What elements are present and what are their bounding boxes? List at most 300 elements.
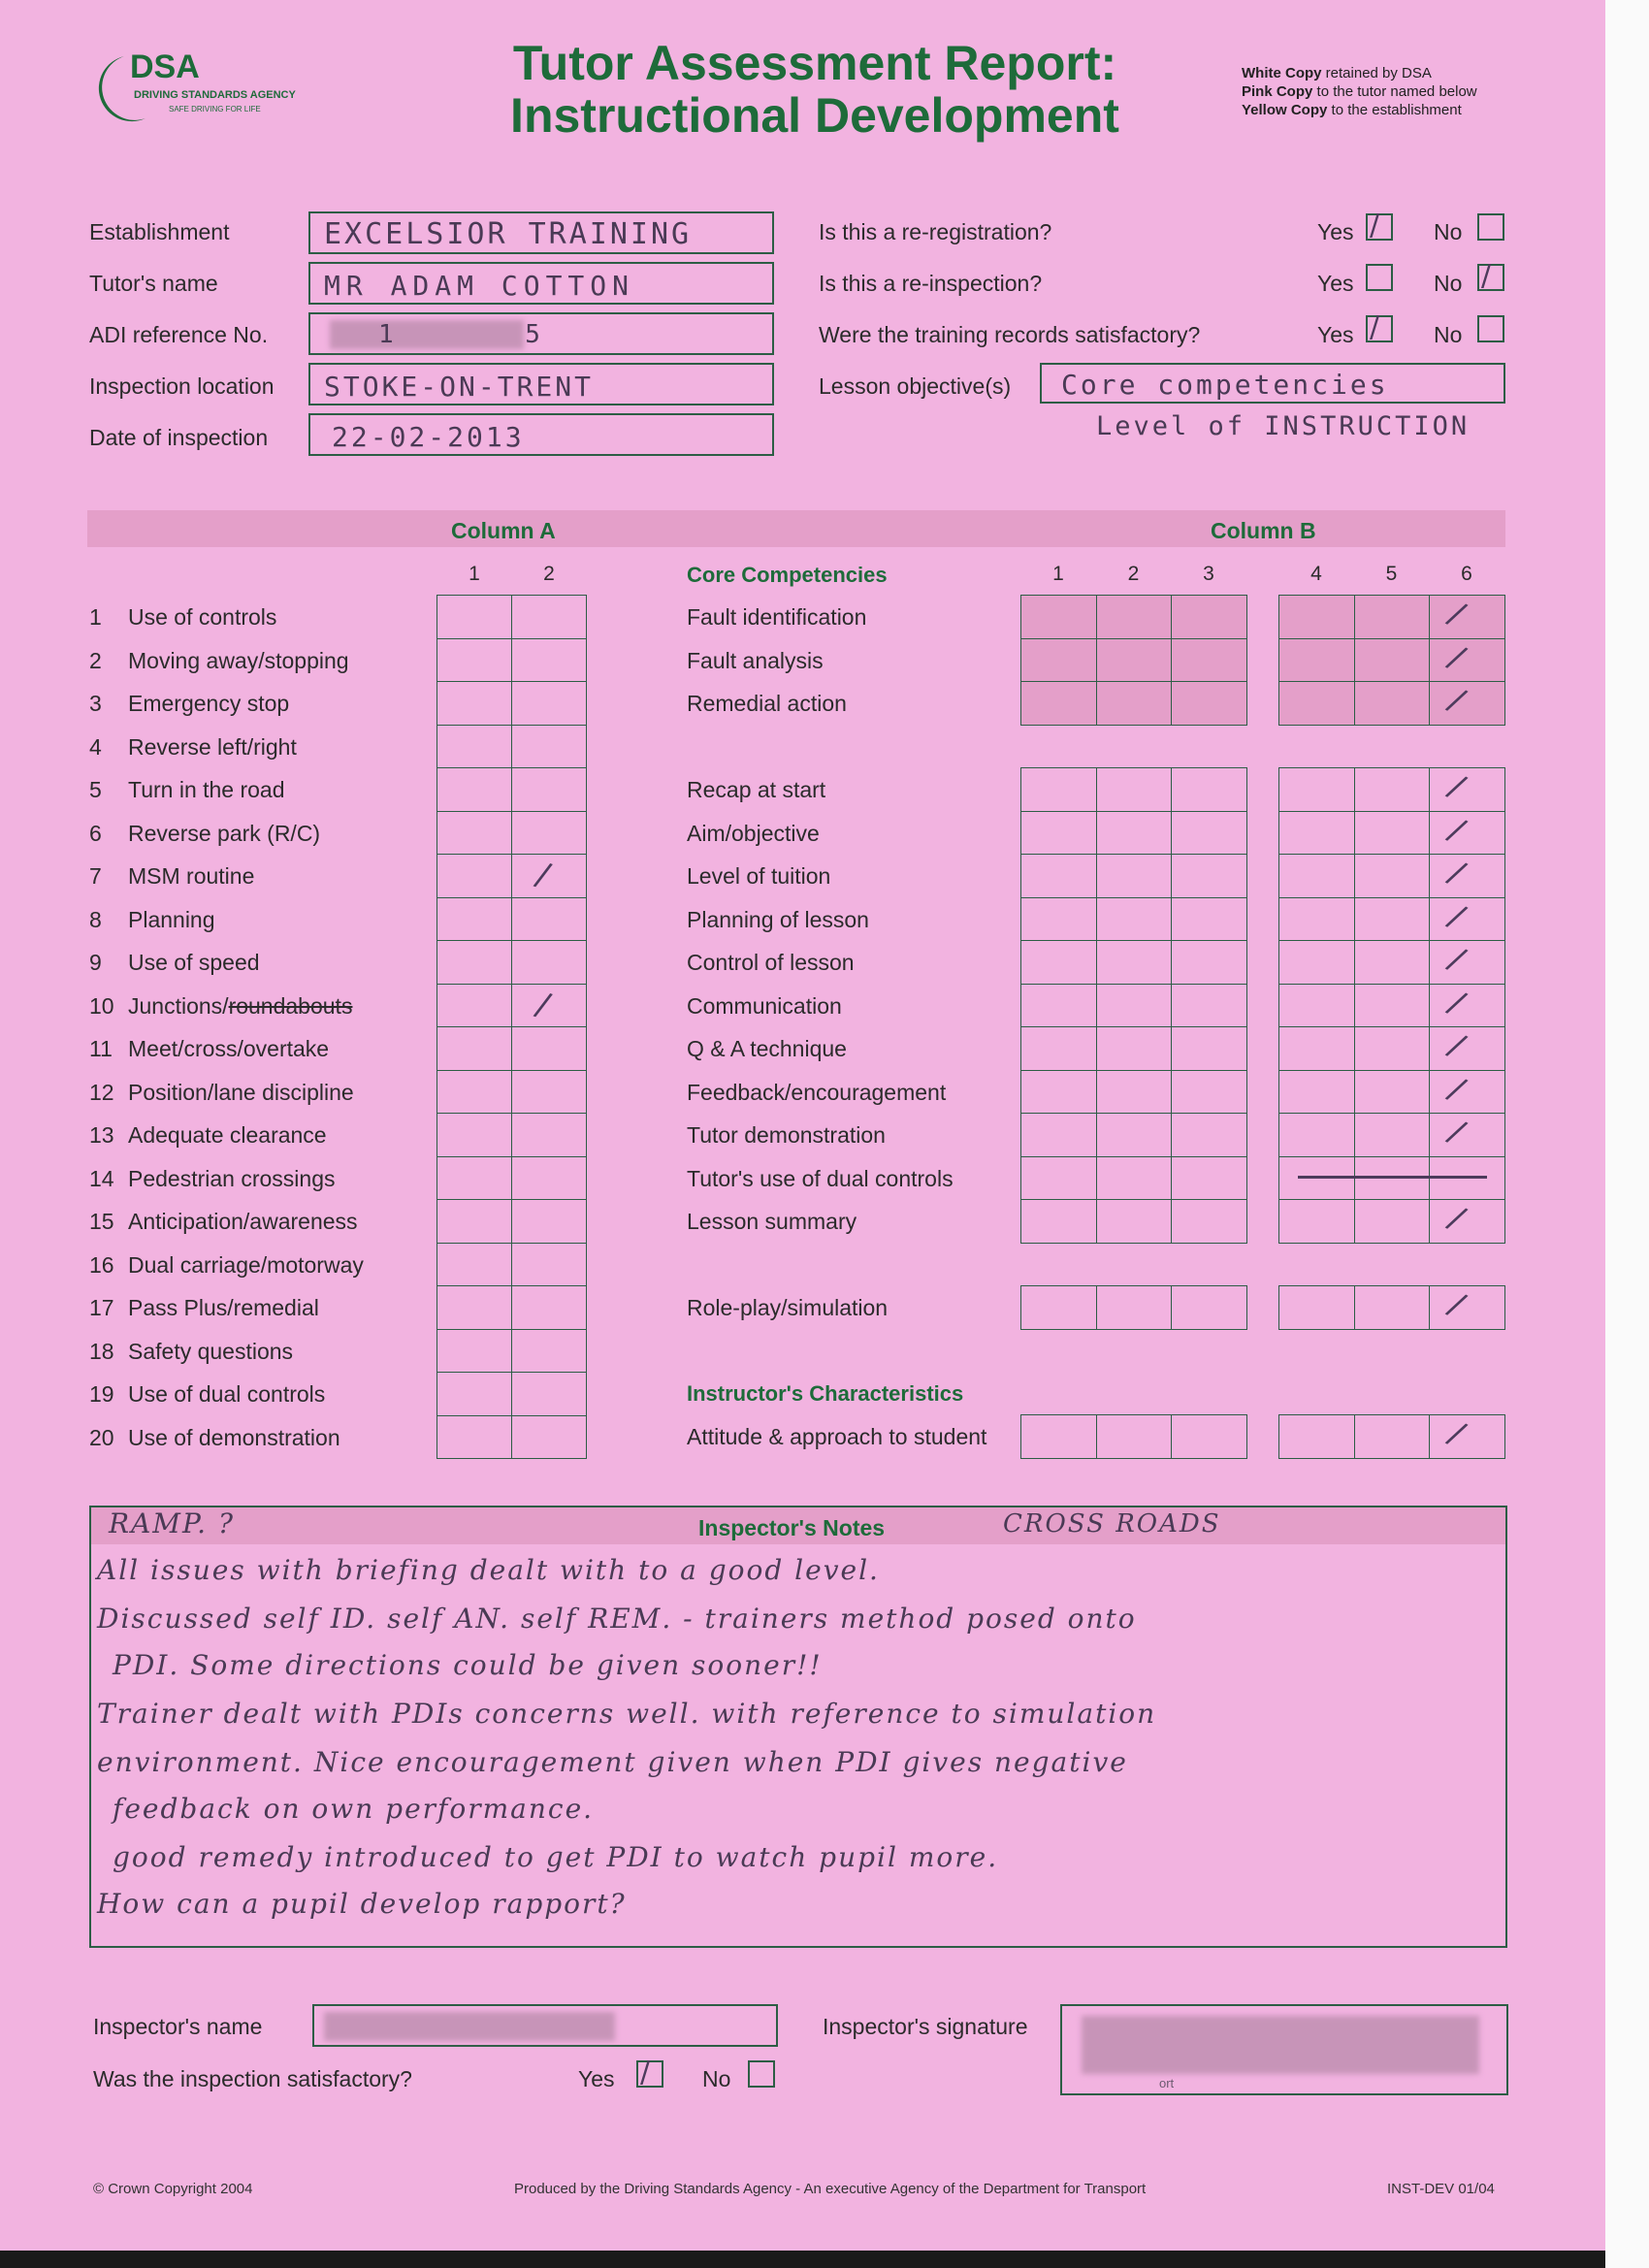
column-a-row-number: 19 — [89, 1381, 114, 1407]
column-a-row-number: 15 — [89, 1209, 114, 1234]
column-a-row-label — [128, 1166, 336, 1192]
column-b-cell[interactable] — [1096, 811, 1173, 856]
lesson-objective-value-1: Core competencies — [1061, 369, 1389, 401]
notes-margin-left: RAMP. ? — [109, 1507, 235, 1539]
column-b-row-label: Aim/objective — [687, 820, 820, 846]
column-b-cell[interactable] — [1278, 1070, 1355, 1115]
adi-reference-value: 1 5 — [378, 320, 598, 349]
signature-trace: ort — [1159, 2076, 1175, 2090]
column-a-cell[interactable] — [436, 811, 512, 856]
column-b-cell[interactable] — [1354, 940, 1431, 985]
column-b-cell[interactable] — [1429, 1070, 1505, 1115]
tick-mark: / — [1441, 1069, 1471, 1109]
column-a-row-label — [128, 1080, 354, 1106]
column-a-cell[interactable] — [511, 1372, 587, 1416]
column-b-cell[interactable] — [1096, 984, 1173, 1028]
column-b-cell[interactable] — [1354, 1026, 1431, 1071]
tick-mark: / — [1441, 810, 1471, 850]
column-a-cell[interactable] — [511, 1415, 587, 1460]
column-a-cell[interactable] — [436, 1243, 512, 1287]
column-a-row-number: 12 — [89, 1079, 114, 1105]
notes-handwritten-line: Discussed self ID. self AN. self REM. - trainers method posed onto — [97, 1603, 1137, 1635]
row-label-text: Dual carriage/motorway — [128, 1251, 364, 1278]
column-b-cell[interactable] — [1171, 897, 1247, 942]
column-a-cell[interactable] — [436, 1199, 512, 1244]
column-b-cell[interactable] — [1171, 1156, 1247, 1201]
notes-handwritten-line: good remedy introduced to get PDI to watch pupil more. — [113, 1841, 999, 1873]
column-a-row-number: 17 — [89, 1295, 114, 1320]
tick-mark: / — [1441, 1284, 1471, 1325]
column-a-row-label — [128, 1209, 358, 1235]
column-a-cell[interactable] — [436, 984, 512, 1028]
column-b-num-4: 4 — [1310, 563, 1322, 585]
column-b-cell[interactable] — [1354, 1113, 1431, 1157]
column-a-row-label — [128, 1122, 327, 1149]
column-b-cell[interactable] — [1429, 897, 1505, 942]
column-a-row-number: 14 — [89, 1165, 114, 1191]
column-a-cell[interactable] — [511, 854, 587, 898]
core-competencies-title: Core Competencies — [687, 563, 888, 587]
establishment-value: EXCELSIOR TRAINING — [324, 217, 693, 251]
satisfactory-no-label: No — [702, 2066, 731, 2091]
column-b-cell[interactable] — [1354, 767, 1431, 812]
q-reregistration-yes-label: Yes — [1317, 219, 1354, 244]
footer-copyright: © Crown Copyright 2004 — [93, 2181, 253, 2197]
column-a-row-label — [128, 777, 285, 803]
column-b-row-label: Communication — [687, 992, 842, 1019]
column-b-cell[interactable] — [1354, 984, 1431, 1028]
notes-margin-right: CROSS ROADS — [1003, 1509, 1221, 1539]
q-reinspection-yes-checkbox[interactable] — [1366, 264, 1393, 291]
column-a-row-number: 6 — [89, 820, 102, 846]
column-a-cell[interactable] — [436, 1415, 512, 1460]
tick-mark: / — [1441, 853, 1471, 893]
column-a-row-label — [128, 863, 254, 890]
column-a-cell[interactable] — [436, 638, 512, 683]
establishment-label: Establishment — [89, 219, 230, 244]
column-b-row-label: Feedback/encouragement — [687, 1079, 947, 1105]
column-b-cell[interactable] — [1354, 1199, 1431, 1244]
column-b-cell[interactable] — [1020, 1199, 1097, 1244]
column-a-cell[interactable] — [436, 1156, 512, 1201]
column-b-cell[interactable] — [1278, 897, 1355, 942]
row-label-text: Reverse park (R/C) — [128, 820, 321, 846]
column-a-row-label — [128, 1425, 340, 1451]
column-b-cell[interactable] — [1096, 638, 1173, 683]
column-b-cell[interactable] — [1354, 681, 1431, 726]
column-a-cell[interactable] — [511, 1199, 587, 1244]
column-b-cell[interactable] — [1096, 940, 1173, 985]
column-a-row-label — [128, 734, 297, 761]
column-b-cell[interactable] — [1354, 638, 1431, 683]
tick-mark: / — [531, 984, 555, 1025]
tick-mark: / — [1441, 1025, 1471, 1066]
column-b-cell[interactable] — [1278, 1199, 1355, 1244]
column-b-cell[interactable] — [1354, 854, 1431, 898]
column-b-cell[interactable] — [1278, 940, 1355, 985]
logo-line2: SAFE DRIVING FOR LIFE — [169, 105, 261, 113]
row-label-text: Pedestrian crossings — [128, 1165, 336, 1191]
column-a-cell[interactable] — [436, 595, 512, 639]
copy-line-white: White Copy retained by DSA — [1242, 65, 1432, 81]
column-b-cell[interactable] — [1429, 681, 1505, 726]
column-b-row-label: Fault identification — [687, 604, 867, 630]
column-b-dash-mark — [1298, 1176, 1487, 1179]
column-a-row-number: 13 — [89, 1122, 114, 1148]
column-a-row-label — [128, 993, 352, 1020]
column-b-cell[interactable] — [1278, 638, 1355, 683]
column-b-cell[interactable] — [1020, 1156, 1097, 1201]
column-b-cell[interactable] — [1429, 1199, 1505, 1244]
row-label-text: Use of speed — [128, 950, 260, 975]
column-b-cell[interactable] — [1096, 595, 1173, 639]
column-b-cell[interactable] — [1171, 854, 1247, 898]
column-a-row-label — [128, 1381, 325, 1408]
column-b-row-label: Lesson summary — [687, 1209, 857, 1234]
column-a-row-number: 9 — [89, 950, 102, 975]
column-b-cell[interactable] — [1278, 1113, 1355, 1157]
column-b-cell[interactable] — [1171, 1070, 1247, 1115]
column-a-cell[interactable] — [511, 1243, 587, 1287]
column-a-cell[interactable] — [511, 725, 587, 769]
column-b-row-label: Q & A technique — [687, 1036, 847, 1061]
column-a-cell[interactable] — [436, 681, 512, 726]
column-b-row-label: Level of tuition — [687, 863, 831, 889]
column-b-cell[interactable] — [1020, 767, 1097, 812]
column-b-cell[interactable] — [1354, 1414, 1431, 1459]
column-b-cell[interactable] — [1278, 1414, 1355, 1459]
row-label-text: Adequate clearance — [128, 1122, 327, 1148]
row-label-text: Meet/cross/overtake — [128, 1036, 330, 1061]
column-b-cell[interactable] — [1020, 984, 1097, 1028]
column-b-cell[interactable] — [1429, 940, 1505, 985]
q-reinspection-no-label: No — [1434, 271, 1463, 296]
column-b-cell[interactable] — [1096, 1070, 1173, 1115]
column-b-cell[interactable] — [1171, 811, 1247, 856]
column-b-cell[interactable] — [1096, 1285, 1173, 1330]
column-b-cell[interactable] — [1171, 681, 1247, 726]
column-b-cell[interactable] — [1096, 1199, 1173, 1244]
column-b-cell[interactable] — [1020, 1026, 1097, 1071]
column-a-cell[interactable] — [511, 1285, 587, 1330]
satisfactory-yes-label: Yes — [578, 2066, 615, 2091]
column-a-cell[interactable] — [511, 940, 587, 985]
column-b-row-label: Control of lesson — [687, 950, 855, 975]
column-b-cell[interactable] — [1096, 854, 1173, 898]
q-reregistration-label: Is this a re-registration? — [819, 219, 1052, 244]
tick-mark: / — [1481, 259, 1492, 293]
column-b-row-label: Tutor demonstration — [687, 1122, 886, 1148]
column-b-row-label: Remedial action — [687, 691, 847, 716]
column-b-cell[interactable] — [1278, 854, 1355, 898]
q-records-yes-checkbox[interactable] — [1366, 310, 1393, 344]
column-b-num-3: 3 — [1203, 563, 1214, 585]
column-b-cell[interactable] — [1278, 767, 1355, 812]
column-b-cell[interactable] — [1171, 1414, 1247, 1459]
copy-line-pink: Pink Copy to the tutor named below — [1242, 83, 1477, 100]
column-a-cell[interactable] — [511, 1113, 587, 1157]
q-records-no-label: No — [1434, 322, 1463, 347]
q-reregistration-no-checkbox[interactable] — [1477, 213, 1504, 241]
column-a-title: Column A — [451, 518, 556, 543]
row-label-text: Junctions/ — [128, 992, 229, 1019]
column-b-cell[interactable] — [1429, 767, 1505, 812]
inspector-name-label: Inspector's name — [93, 2014, 263, 2039]
column-a-cell[interactable] — [436, 1070, 512, 1115]
column-a-row-number: 8 — [89, 906, 102, 932]
column-b-cell[interactable] — [1096, 897, 1173, 942]
column-a-cell[interactable] — [436, 1285, 512, 1330]
column-b-cell[interactable] — [1354, 595, 1431, 639]
adi-reference-field[interactable] — [308, 312, 774, 355]
column-b-cell[interactable] — [1171, 638, 1247, 683]
row-label-struck: roundabouts — [228, 992, 353, 1019]
tick-mark: / — [531, 855, 555, 895]
column-b-cell[interactable] — [1020, 940, 1097, 985]
column-b-cell[interactable] — [1429, 1113, 1505, 1157]
tutor-name-label: Tutor's name — [89, 271, 218, 296]
column-a-row-number: 4 — [89, 733, 102, 760]
q-reinspection-yes-label: Yes — [1317, 271, 1354, 296]
q-records-no-checkbox[interactable] — [1477, 315, 1504, 342]
column-a-cell[interactable] — [511, 681, 587, 726]
column-b-cell[interactable] — [1278, 984, 1355, 1028]
notes-handwritten-line: environment. Nice encouragement given when PDI gives negative — [97, 1746, 1128, 1778]
tick-mark: / — [640, 2056, 651, 2090]
q-reinspection-no-checkbox[interactable] — [1477, 259, 1504, 293]
tick-mark: / — [1370, 209, 1380, 243]
column-b-cell[interactable] — [1171, 595, 1247, 639]
inspector-signature-label: Inspector's signature — [823, 2014, 1028, 2039]
inspection-location-label: Inspection location — [89, 373, 275, 399]
column-b-cell[interactable] — [1171, 1026, 1247, 1071]
satisfactory-no-checkbox[interactable] — [748, 2060, 775, 2088]
column-b-cell[interactable] — [1278, 1026, 1355, 1071]
column-a-cell[interactable] — [511, 638, 587, 683]
notes-title: Inspector's Notes — [698, 1515, 886, 1540]
column-b-cell[interactable] — [1171, 940, 1247, 985]
column-a-cell[interactable] — [436, 1113, 512, 1157]
notes-handwritten-line: Trainer dealt with PDIs concerns well. with reference to simulation — [97, 1698, 1157, 1730]
column-b-cell[interactable] — [1020, 1414, 1097, 1459]
inspector-signature-field[interactable] — [1060, 2004, 1508, 2095]
column-a-row-number: 5 — [89, 777, 102, 802]
tick-mark: / — [1441, 1198, 1471, 1239]
column-b-num-2: 2 — [1127, 563, 1140, 585]
column-b-cell[interactable] — [1429, 595, 1505, 639]
row-label-text: Position/lane discipline — [128, 1079, 354, 1105]
lesson-objective-field[interactable] — [1040, 363, 1505, 404]
row-label-text: Reverse left/right — [128, 733, 297, 760]
column-b-cell[interactable] — [1096, 1156, 1173, 1201]
signature-redaction — [1082, 2016, 1479, 2074]
adi-reference-label: ADI reference No. — [89, 322, 269, 347]
column-b-row-label: Planning of lesson — [687, 906, 869, 932]
row-label-text: Use of dual controls — [128, 1381, 326, 1407]
copy-distribution — [1242, 64, 1513, 119]
column-a-cell[interactable] — [511, 1070, 587, 1115]
row-label-text: Emergency stop — [128, 691, 290, 716]
column-a-row-label — [128, 821, 320, 847]
column-a-cell[interactable] — [436, 1329, 512, 1374]
column-b-cell[interactable] — [1429, 1414, 1505, 1459]
column-b-cell[interactable] — [1429, 1026, 1505, 1071]
column-a-cell[interactable] — [511, 595, 587, 639]
column-b-cell[interactable] — [1278, 811, 1355, 856]
column-b-row-label: Recap at start — [687, 777, 826, 802]
tick-mark: / — [1441, 594, 1471, 634]
row-label-text: Anticipation/awareness — [128, 1209, 358, 1234]
column-a-row-label — [128, 648, 349, 674]
column-b-cell[interactable] — [1171, 767, 1247, 812]
column-b-cell[interactable] — [1354, 897, 1431, 942]
tutor-name-field[interactable] — [308, 262, 774, 305]
copy-line-yellow: Yellow Copy to the establishment — [1242, 102, 1462, 118]
column-b-cell[interactable] — [1278, 1285, 1355, 1330]
column-a-cell[interactable] — [511, 1329, 587, 1374]
column-a-cell[interactable] — [436, 854, 512, 898]
tick-mark: / — [1441, 680, 1471, 721]
column-b-row-label: Attitude & approach to student — [687, 1424, 987, 1449]
column-a-cell[interactable] — [436, 1372, 512, 1416]
column-b-title: Column B — [1211, 518, 1316, 543]
column-a-cell[interactable] — [436, 940, 512, 985]
column-b-row-label: Role-play/simulation — [687, 1295, 889, 1320]
column-b-cell[interactable] — [1020, 854, 1097, 898]
column-a-row-number: 2 — [89, 647, 102, 673]
column-b-cell[interactable] — [1096, 1414, 1173, 1459]
satisfactory-label: Was the inspection satisfactory? — [93, 2066, 412, 2091]
column-a-cell[interactable] — [436, 1026, 512, 1071]
column-a-cell[interactable] — [436, 767, 512, 812]
column-a-row-number: 16 — [89, 1251, 114, 1278]
column-a-cell[interactable] — [436, 725, 512, 769]
column-b-cell[interactable] — [1429, 854, 1505, 898]
tick-mark: / — [1441, 1112, 1471, 1152]
row-label-text: Planning — [128, 906, 215, 932]
column-b-cell[interactable] — [1020, 1285, 1097, 1330]
inspector-notes-box[interactable] — [89, 1506, 1507, 1948]
row-label-text: Use of demonstration — [128, 1424, 340, 1450]
column-a-cell[interactable] — [436, 897, 512, 942]
column-b-cell[interactable] — [1278, 595, 1355, 639]
q-reinspection-label: Is this a re-inspection? — [819, 271, 1043, 296]
column-b-cell[interactable] — [1171, 1285, 1247, 1330]
column-b-cell[interactable] — [1429, 984, 1505, 1028]
inspection-location-value: STOKE-ON-TRENT — [324, 371, 595, 403]
column-a-row-label — [128, 950, 260, 976]
satisfactory-yes-checkbox[interactable] — [636, 2056, 663, 2090]
scan-right-margin — [1605, 0, 1649, 2268]
logo-line1: DRIVING STANDARDS AGENCY — [134, 89, 296, 101]
inspector-name-redaction — [324, 2012, 615, 2041]
column-b-cell[interactable] — [1096, 1113, 1173, 1157]
column-b-cell[interactable] — [1020, 811, 1097, 856]
column-b-cell[interactable] — [1096, 681, 1173, 726]
column-b-row-label: Fault analysis — [687, 647, 824, 673]
column-b-cell[interactable] — [1020, 681, 1097, 726]
form-title-line2: Instructional Development — [510, 88, 1119, 143]
tick-mark: / — [1441, 766, 1471, 807]
column-a-row-label — [128, 1295, 319, 1321]
column-b-cell[interactable] — [1354, 1285, 1431, 1330]
column-b-cell[interactable] — [1020, 1070, 1097, 1115]
column-b-cell[interactable] — [1171, 1199, 1247, 1244]
column-b-cell[interactable] — [1429, 1285, 1505, 1330]
column-a-cell[interactable] — [511, 1026, 587, 1071]
footer-produced: Produced by the Driving Standards Agency - An executive Agency of the Department for Transport — [514, 2181, 1147, 2197]
logo-brand: DSA — [130, 49, 200, 85]
row-label-text: MSM routine — [128, 863, 255, 889]
column-b-cell[interactable] — [1278, 681, 1355, 726]
column-a-row-number: 11 — [89, 1036, 113, 1061]
q-reregistration-no-label: No — [1434, 219, 1463, 244]
inspector-name-field[interactable] — [312, 2004, 778, 2047]
column-a-num-2: 2 — [543, 563, 555, 585]
notes-handwritten-line: feedback on own performance. — [113, 1793, 595, 1825]
column-b-cell[interactable] — [1354, 811, 1431, 856]
column-a-cell[interactable] — [511, 811, 587, 856]
column-b-cell[interactable] — [1020, 1113, 1097, 1157]
inspection-date-field[interactable] — [308, 413, 774, 456]
column-b-cell[interactable] — [1171, 984, 1247, 1028]
column-a-cell[interactable] — [511, 1156, 587, 1201]
column-a-row-number: 18 — [89, 1338, 114, 1364]
column-b-cell[interactable] — [1429, 638, 1505, 683]
column-b-cell[interactable] — [1020, 897, 1097, 942]
column-b-num-5: 5 — [1385, 563, 1398, 585]
column-b-cell[interactable] — [1096, 767, 1173, 812]
column-b-cell[interactable] — [1096, 1026, 1173, 1071]
column-a-row-label — [128, 1036, 329, 1062]
dsa-logo — [85, 47, 308, 134]
column-b-cell[interactable] — [1020, 595, 1097, 639]
column-b-cell[interactable] — [1171, 1113, 1247, 1157]
form-title-line1: Tutor Assessment Report: — [512, 36, 1117, 90]
column-b-cell[interactable] — [1354, 1070, 1431, 1115]
column-a-row-number: 10 — [89, 992, 114, 1019]
tick-mark: / — [1370, 310, 1380, 344]
row-label-text: Moving away/stopping — [128, 647, 349, 673]
column-a-num-1: 1 — [469, 563, 480, 585]
inspection-date-label: Date of inspection — [89, 425, 269, 450]
column-a-row-label — [128, 1252, 364, 1279]
column-a-row-number: 3 — [89, 691, 102, 716]
notes-handwritten-line: PDI. Some directions could be given sooner!! — [113, 1649, 823, 1681]
lesson-objective-label: Lesson objective(s) — [819, 373, 1012, 399]
q-records-yes-label: Yes — [1317, 322, 1354, 347]
instructor-characteristics-title: Instructor's Characteristics — [687, 1381, 964, 1406]
inspection-location-field[interactable] — [308, 363, 774, 405]
inspection-date-value: 22-02-2013 — [332, 421, 525, 453]
column-a-cell[interactable] — [511, 767, 587, 812]
q-reregistration-yes-checkbox[interactable] — [1366, 209, 1393, 243]
establishment-field[interactable] — [308, 211, 774, 254]
tutor-name-value: MR ADAM COTTON — [324, 270, 635, 302]
column-b-cell[interactable] — [1020, 638, 1097, 683]
column-a-row-number: 1 — [89, 604, 102, 630]
column-b-cell[interactable] — [1429, 811, 1505, 856]
column-a-cell[interactable] — [511, 984, 587, 1028]
lesson-objective-value-2: Level of INSTRUCTION — [1096, 411, 1471, 441]
tick-mark: / — [1441, 637, 1471, 677]
row-label-text: Use of controls — [128, 604, 277, 630]
form-title — [407, 37, 1222, 142]
column-a-row-label — [128, 907, 215, 933]
row-label-text: Pass Plus/remedial — [128, 1295, 319, 1320]
column-a-cell[interactable] — [511, 897, 587, 942]
footer-form-code: INST-DEV 01/04 — [1387, 2181, 1495, 2197]
